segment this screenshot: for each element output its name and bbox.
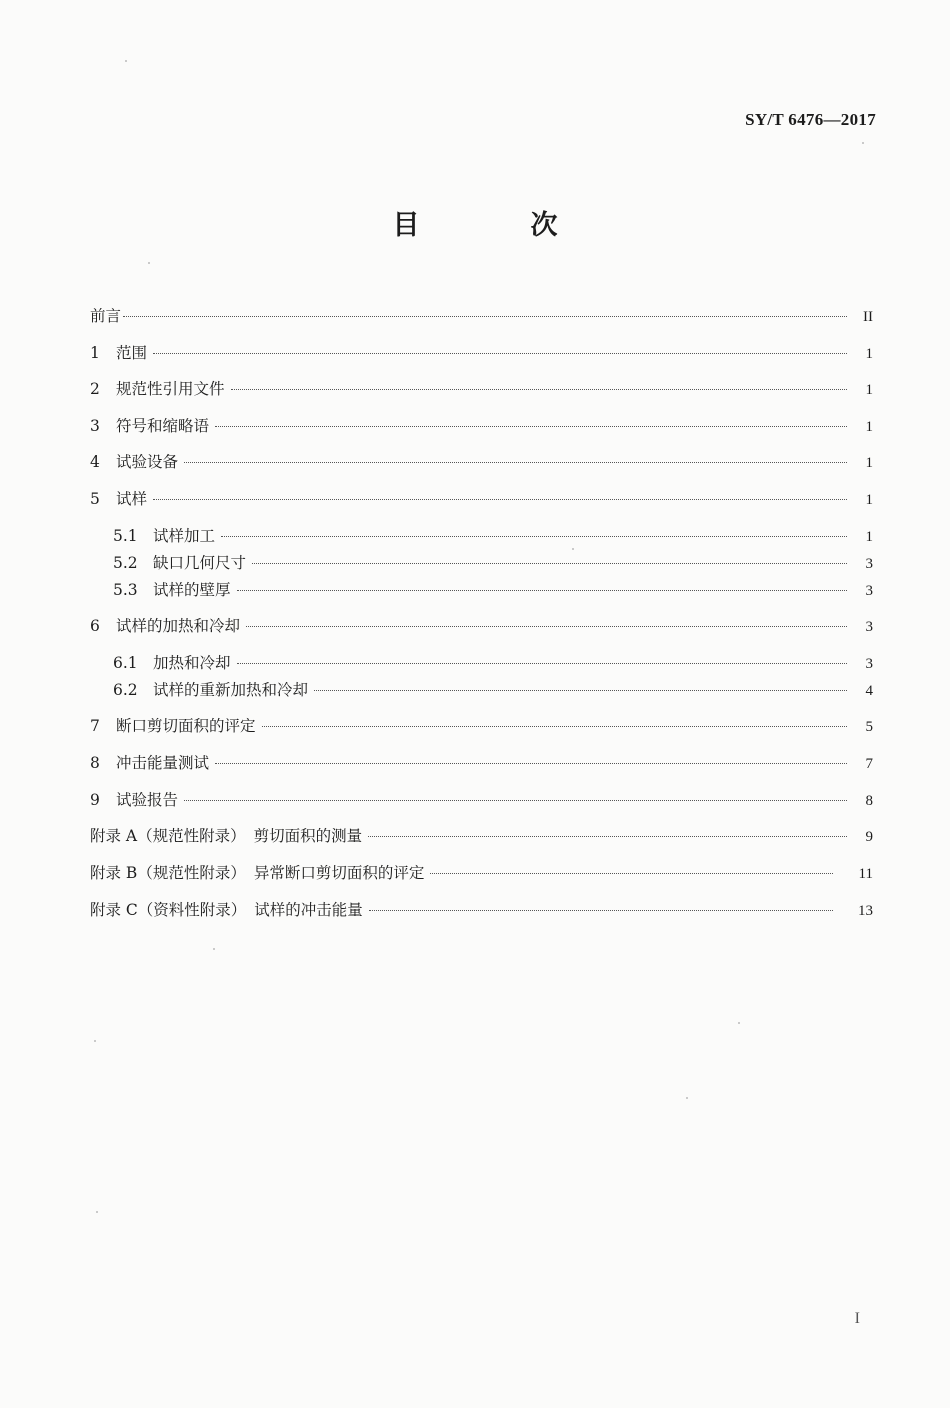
toc-entry-page: 1 bbox=[865, 346, 873, 362]
toc-entry-page: 1 bbox=[865, 492, 873, 508]
standard-code: SY/T 6476—2017 bbox=[745, 110, 876, 129]
toc-entry-number: 5.3 bbox=[113, 581, 138, 599]
appendix-prefix: 附录 C（资料性附录） bbox=[90, 901, 247, 919]
toc-entry-number: 5.1 bbox=[113, 527, 138, 545]
dot-leader bbox=[237, 590, 847, 591]
toc-entry-label: 冲击能量测试 bbox=[116, 754, 210, 772]
toc-entry-number: 9 bbox=[90, 791, 100, 809]
scan-speck bbox=[572, 548, 574, 550]
scan-speck bbox=[686, 1097, 688, 1099]
toc-entry-page: 1 bbox=[865, 419, 873, 435]
dot-leader bbox=[246, 626, 847, 627]
toc-entry[interactable] bbox=[90, 615, 873, 637]
toc-subentry[interactable] bbox=[113, 525, 873, 547]
toc-appendix-a[interactable] bbox=[90, 825, 873, 847]
page-number: I bbox=[854, 1310, 860, 1327]
dot-leader bbox=[184, 462, 847, 463]
toc-entry-label: 规范性引用文件 bbox=[116, 380, 225, 398]
toc-subentry[interactable] bbox=[113, 552, 873, 574]
toc-subentry[interactable] bbox=[113, 652, 873, 674]
dot-leader bbox=[231, 389, 847, 390]
dot-leader bbox=[237, 663, 847, 664]
toc-entry-label: 试样 bbox=[116, 490, 148, 508]
toc-entry-page: 3 bbox=[865, 556, 873, 572]
toc-entry-number: 8 bbox=[90, 754, 100, 772]
dot-leader bbox=[430, 873, 833, 874]
toc-entry-label: 前言 bbox=[90, 307, 122, 325]
scan-speck bbox=[213, 948, 215, 950]
toc-entry-number: 5.2 bbox=[113, 554, 138, 572]
dot-leader bbox=[184, 800, 847, 801]
toc-appendix-b[interactable] bbox=[90, 862, 873, 884]
toc-entry-number: 5 bbox=[90, 490, 100, 508]
dot-leader bbox=[369, 910, 833, 911]
toc-entry-label: 范围 bbox=[116, 344, 148, 362]
toc-entry-number: 7 bbox=[90, 717, 100, 735]
dot-leader bbox=[221, 536, 847, 537]
scan-speck bbox=[125, 60, 127, 62]
toc-entry-page: 7 bbox=[865, 756, 873, 772]
toc-entry-page: 8 bbox=[865, 793, 873, 809]
toc-entry-label: 试样的加热和冷却 bbox=[116, 617, 241, 635]
appendix-prefix: 附录 A（规范性附录） bbox=[90, 827, 246, 845]
toc-entry-page: 3 bbox=[865, 656, 873, 672]
toc-entry-number: 3 bbox=[90, 417, 100, 435]
toc-entry-label: 剪切面积的测量 bbox=[253, 827, 363, 845]
toc-entry-page: 5 bbox=[865, 719, 873, 735]
toc-entry-label: 试样加工 bbox=[153, 527, 216, 545]
scan-speck bbox=[96, 1211, 98, 1213]
toc-entry-label: 试样的壁厚 bbox=[153, 581, 231, 599]
toc-entry-number: 6 bbox=[90, 617, 100, 635]
toc-appendix-c[interactable] bbox=[90, 899, 873, 921]
toc-entry-page: 1 bbox=[865, 455, 873, 471]
dot-leader bbox=[215, 426, 847, 427]
toc-entry-label: 试样的冲击能量 bbox=[254, 901, 363, 919]
toc-entry[interactable] bbox=[90, 789, 873, 811]
toc-entry-page: 11 bbox=[858, 866, 873, 882]
toc-entry-label: 符号和缩略语 bbox=[116, 417, 210, 435]
dot-leader bbox=[368, 836, 847, 837]
toc-entry-page: 4 bbox=[865, 683, 873, 699]
toc-entry-foreword[interactable] bbox=[90, 305, 873, 327]
dot-leader bbox=[153, 499, 847, 500]
dot-leader bbox=[153, 353, 847, 354]
scan-speck bbox=[862, 142, 864, 144]
toc-entry-label: 加热和冷却 bbox=[153, 654, 231, 672]
toc-entry-page: 1 bbox=[865, 382, 873, 398]
dot-leader bbox=[262, 726, 847, 727]
toc-entry-page: 9 bbox=[865, 829, 873, 845]
toc-entry-page: II bbox=[863, 309, 873, 325]
toc-entry-label: 异常断口剪切面积的评定 bbox=[253, 864, 425, 882]
toc-entry-number: 2 bbox=[90, 380, 100, 398]
toc-entry[interactable] bbox=[90, 378, 873, 400]
toc-entry-label: 试验报告 bbox=[116, 791, 179, 809]
toc-entry[interactable] bbox=[90, 415, 873, 437]
toc-entry[interactable] bbox=[90, 715, 873, 737]
toc-entry-page: 3 bbox=[865, 619, 873, 635]
toc-entry-page: 1 bbox=[865, 529, 873, 545]
toc-entry-number: 4 bbox=[90, 453, 100, 471]
scan-speck bbox=[94, 1040, 96, 1042]
toc-subentry[interactable] bbox=[113, 679, 873, 701]
toc-subentry[interactable] bbox=[113, 579, 873, 601]
toc-entry[interactable] bbox=[90, 451, 873, 473]
dot-leader bbox=[215, 763, 847, 764]
toc-entry-page: 13 bbox=[858, 903, 873, 919]
toc-entry-label: 缺口几何尺寸 bbox=[153, 554, 247, 572]
scan-speck bbox=[148, 262, 150, 264]
dot-leader bbox=[252, 563, 847, 564]
toc-entry-label: 试验设备 bbox=[116, 453, 179, 471]
dot-leader bbox=[123, 316, 847, 317]
toc-entry-number: 6.2 bbox=[113, 681, 138, 699]
toc-entry-label: 试样的重新加热和冷却 bbox=[153, 681, 309, 699]
dot-leader bbox=[314, 690, 847, 691]
appendix-prefix: 附录 B（规范性附录） bbox=[90, 864, 246, 882]
toc-entry[interactable] bbox=[90, 488, 873, 510]
page-title: 目 次 bbox=[392, 210, 600, 241]
toc-entry[interactable] bbox=[90, 752, 873, 774]
toc-entry-label: 断口剪切面积的评定 bbox=[116, 717, 256, 735]
toc-entry-number: 6.1 bbox=[113, 654, 138, 672]
toc-entry-page: 3 bbox=[865, 583, 873, 599]
toc-entry-number: 1 bbox=[90, 344, 100, 362]
toc-entry[interactable] bbox=[90, 342, 873, 364]
scan-speck bbox=[738, 1022, 740, 1024]
